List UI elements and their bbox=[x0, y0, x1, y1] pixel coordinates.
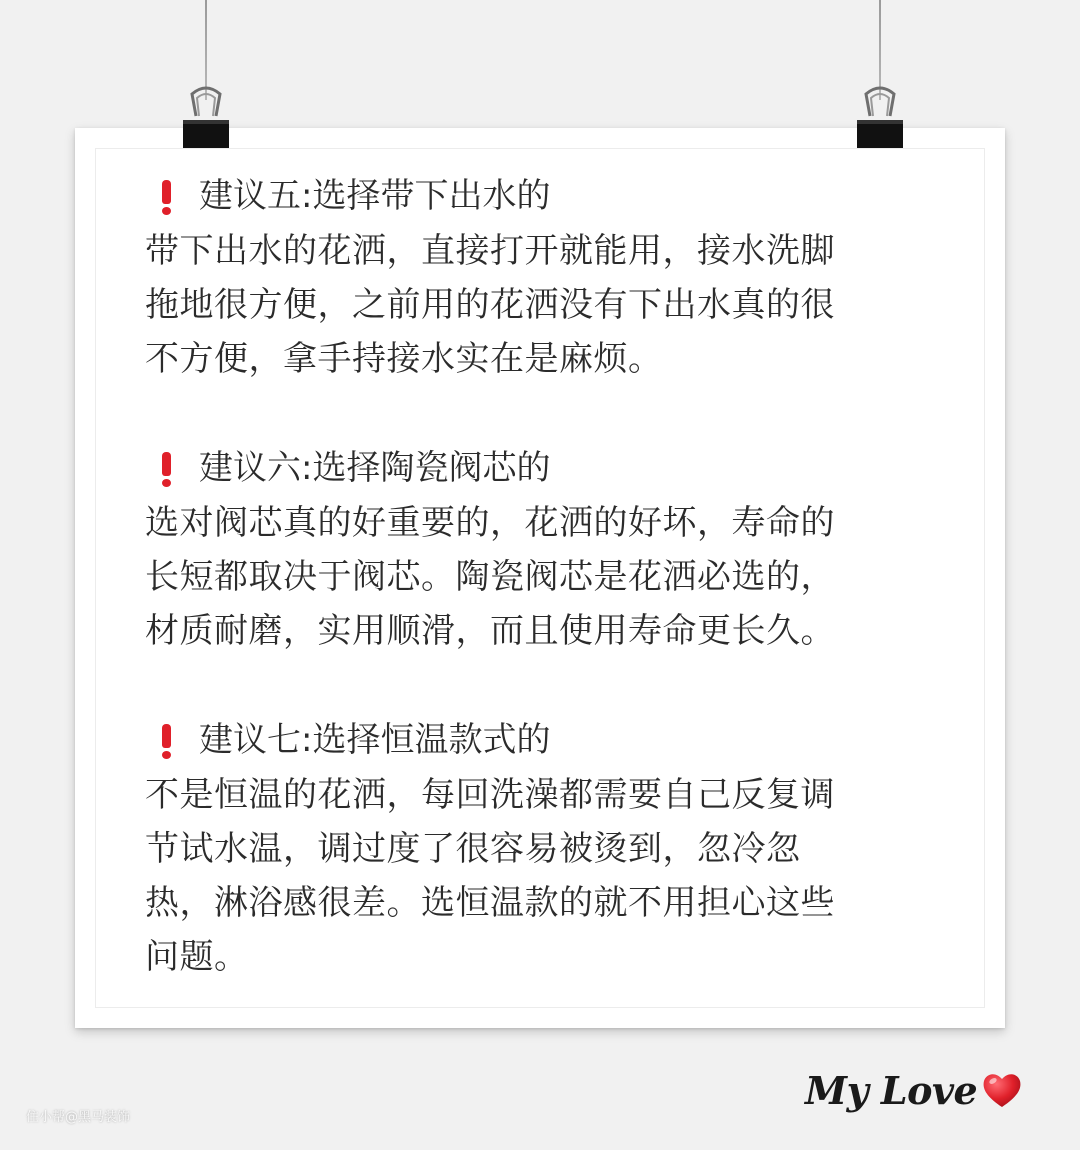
tip-heading bbox=[145, 168, 925, 224]
tip-section bbox=[145, 168, 925, 386]
binder-clip-icon bbox=[182, 84, 230, 148]
tip-body-line: 带下出水的花洒，直接打开就能用，接水洗脚 bbox=[145, 231, 835, 271]
tip-heading bbox=[145, 440, 925, 496]
binder-clip-icon bbox=[856, 84, 904, 148]
tip-section bbox=[145, 440, 925, 658]
exclamation-icon bbox=[145, 720, 199, 760]
tip-section bbox=[145, 712, 925, 984]
tip-body-line: 不是恒温的花洒，每回洗澡都需要自己反复调 bbox=[145, 775, 835, 815]
tip-body-line: 拖地很方便，之前用的花洒没有下出水真的很 bbox=[145, 285, 835, 325]
tip-heading-text: 建议五:选择带下出水的 bbox=[199, 176, 551, 216]
signature bbox=[805, 1062, 1023, 1118]
tip-heading bbox=[145, 712, 925, 768]
tip-body-line: 热，淋浴感很差。选恒温款的就不用担心这些 bbox=[145, 883, 835, 923]
exclamation-icon bbox=[145, 448, 199, 488]
watermark: 住小帮@黑马装饰 bbox=[26, 1110, 131, 1125]
tip-body-line: 长短都取决于阀芯。陶瓷阀芯是花洒必选的， bbox=[145, 557, 835, 597]
tip-heading-text: 建议六:选择陶瓷阀芯的 bbox=[199, 448, 551, 488]
heart-icon bbox=[981, 1070, 1023, 1110]
tip-body-line: 选对阀芯真的好重要的，花洒的好坏，寿命的 bbox=[145, 503, 835, 543]
tips-content bbox=[145, 168, 925, 1038]
tip-body-line: 材质耐磨，实用顺滑，而且使用寿命更长久。 bbox=[145, 611, 835, 651]
exclamation-icon bbox=[145, 176, 199, 216]
tip-body-line: 问题。 bbox=[145, 937, 249, 977]
tip-body-line: 节试水温，调过度了很容易被烫到，忽冷忽 bbox=[145, 829, 801, 869]
signature-text: My Love bbox=[805, 1067, 978, 1113]
tip-heading-text: 建议七:选择恒温款式的 bbox=[199, 720, 551, 760]
tip-body-line: 不方便，拿手持接水实在是麻烦。 bbox=[145, 339, 663, 379]
